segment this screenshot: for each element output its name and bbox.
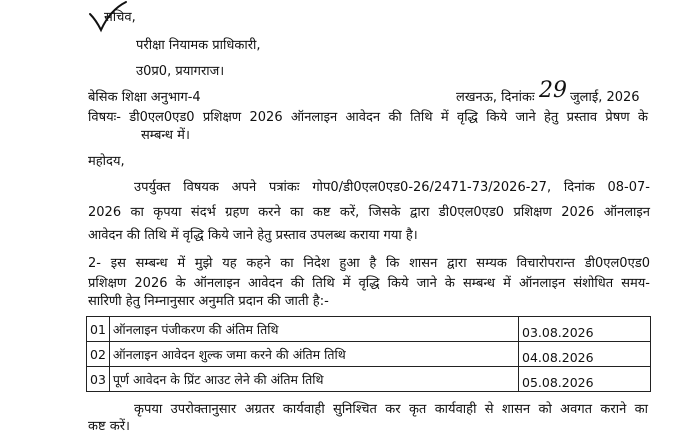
row-activity: ऑनलाइन आवेदन शुल्क जमा करने की अंतिम तिथि [109,342,518,367]
addressee-office: परीक्षा नियामक प्राधिकारी, [136,38,261,53]
salutation: महोदय, [88,154,125,169]
para2-line-1: 2- इस सम्बन्ध में मुझे यह कहने का निदेश हुआ है कि शासन द्वारा सम्यक विचारोपरान्त डी0एल0एड0 [88,256,650,271]
row-number: 02 [87,342,110,367]
row-number: 03 [87,367,110,392]
closing-line-1: कृपया उपरोक्तानुसार अग्रतर कार्यवाही सुनिश्चित कर कृत कार्यवाही से शासन को अवगत कराने का [134,402,648,417]
subject-line-1: विषयः- डी0एल0एड0 प्रशिक्षण 2026 ऑनलाइन आवेदन की तिथि में वृद्धि किये जाने हेतु प्रस्ताव प्रेषण के [88,110,648,125]
row-date: 03.08.2026 [519,317,651,342]
para1-line-1: उपर्युक्त विषयक अपने पत्रांकः गोप0/डी0एल0एड0-26/2471-73/2026-27, दिनांक 08-07- [134,180,650,195]
schedule-table [86,316,651,392]
row-date: 05.08.2026 [519,367,651,392]
row-activity: ऑनलाइन पंजीकरण की अंतिम तिथि [109,317,518,342]
place-date-prefix: लखनऊ, दिनांकः [456,90,535,105]
para1-line-3: आवेदन की तिथि में वृद्धि किये जाने हेतु प्रस्ताव उपलब्ध कराया गया है। [88,228,418,243]
handwritten-date-day: 29 [539,78,567,103]
table-row [87,317,651,342]
row-activity: पूर्ण आवेदन के प्रिंट आउट लेने की अंतिम तिथि [109,367,518,392]
section-name: बेसिक शिक्षा अनुभाग-4 [88,90,201,105]
table-row [87,367,651,392]
row-date: 04.08.2026 [519,342,651,367]
para1-line-2: 2026 का कृपया संदर्भ ग्रहण करने का कष्ट करें, जिसके द्वारा डी0एल0एड0 प्रशिक्षण 2026 ऑनलाइन [88,205,650,220]
addressee-location: उ0प्र0, प्रयागराज। [136,64,225,79]
para2-line-3: सारिणी हेतु निम्नानुसार अनुमति प्रदान की जाती है:- [88,294,329,309]
para2-line-2: प्रशिक्षण 2026 के ऑनलाइन आवेदन की तिथि में वृद्धि किये जाने के सम्बन्ध में ऑनलाइन संशोधित समय- [88,276,650,291]
place-date-suffix: जुलाई, 2026 [570,90,640,105]
addressee-designation: सचिव, [104,10,136,25]
subject-line-2: सम्बन्ध में। [141,128,190,143]
row-number: 01 [87,317,110,342]
table-row [87,342,651,367]
closing-line-2: कष्ट करें। [88,419,130,434]
